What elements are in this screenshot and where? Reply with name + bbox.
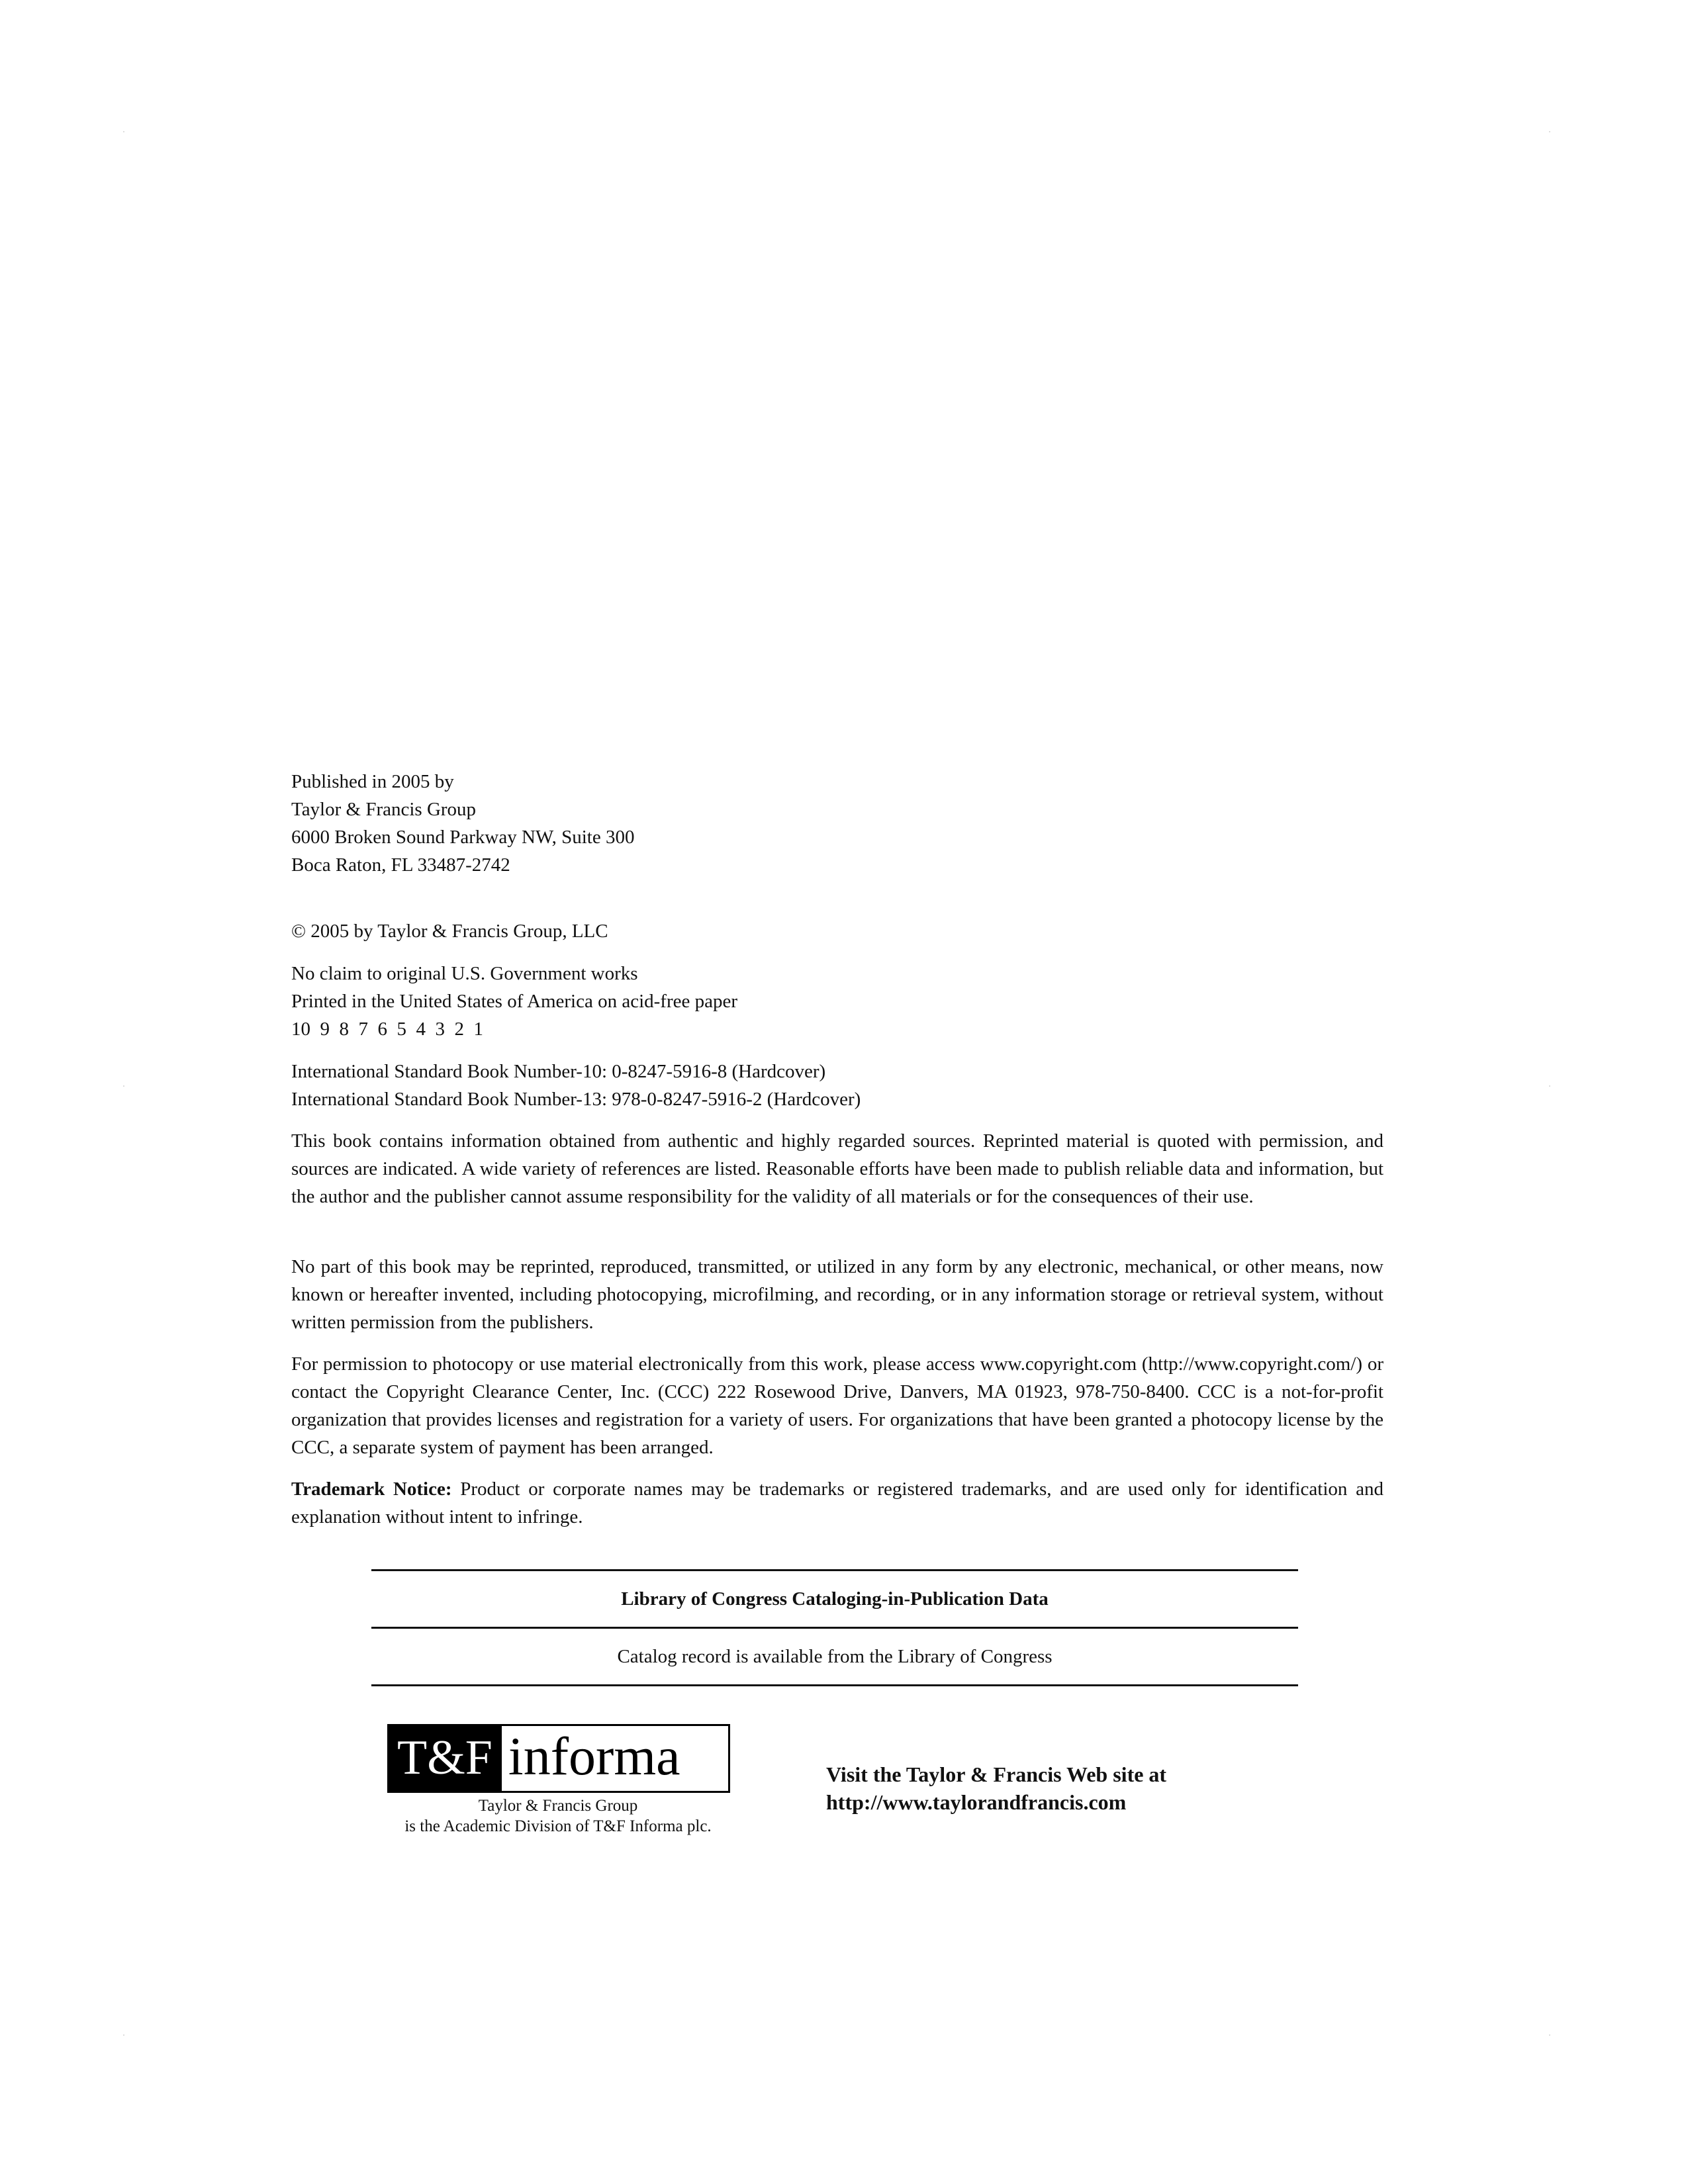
printing-number-line: 10 9 8 7 6 5 4 3 2 1 bbox=[291, 1019, 483, 1040]
publisher-line: Boca Raton, FL 33487-2742 bbox=[291, 854, 510, 876]
logo-mark: T&F bbox=[389, 1726, 502, 1791]
logo-caption-line: is the Academic Division of T&F Informa plc. bbox=[404, 1817, 712, 1835]
isbn-block bbox=[291, 1058, 1383, 1113]
tf-informa-logo bbox=[387, 1724, 730, 1793]
cip-record: Catalog record is available from the Library of Congress bbox=[617, 1646, 1053, 1667]
crop-mark bbox=[1549, 2034, 1550, 2036]
publisher-address bbox=[291, 768, 1383, 879]
claim-line: No claim to original U.S. Government works bbox=[291, 963, 638, 984]
isbn-10: International Standard Book Number-10: 0-8247-5916-8 (Hardcover) bbox=[291, 1061, 826, 1082]
crop-mark bbox=[1549, 131, 1550, 132]
crop-mark bbox=[123, 1085, 124, 1087]
publisher-line: 6000 Broken Sound Parkway NW, Suite 300 bbox=[291, 827, 635, 848]
logo-caption-line: Taylor & Francis Group bbox=[478, 1797, 638, 1815]
trademark-paragraph bbox=[291, 1475, 1383, 1531]
crop-mark bbox=[123, 131, 124, 132]
printed-line: Printed in the United States of America on acid-free paper bbox=[291, 991, 738, 1012]
website-line: Visit the Taylor & Francis Web site at bbox=[826, 1762, 1167, 1786]
copyright-line: © 2005 by Taylor & Francis Group, LLC bbox=[291, 921, 608, 942]
reproduction-paragraph: No part of this book may be reprinted, reproduced, transmitted, or utilized in any form by any electronic, mechanical, or other means, now known or hereafter invented, including photocopying, microfilming, and recording, or in any information storage or retrieval system, without written permission from the publishers. bbox=[291, 1256, 1383, 1333]
sources-paragraph: This book contains information obtained from authentic and highly regarded sources. Reprinted material is quoted with permission, and sources are indicated. A wide variety of references are listed. Reasonable efforts have been made to publish reliable data and information, but the author and the publisher cannot assume responsibility for the validity of all materials or for the consequences of their use. bbox=[291, 1130, 1383, 1207]
government-claim bbox=[291, 960, 1383, 1043]
cip-bottom-rule bbox=[371, 1684, 1298, 1686]
logo-caption bbox=[379, 1796, 737, 1837]
crop-mark bbox=[1549, 1085, 1550, 1087]
trademark-text: Product or corporate names may be trademarks or registered trademarks, and are used only for identification and explanation without intent to infringe. bbox=[291, 1479, 1383, 1527]
trademark-label: Trademark Notice: bbox=[291, 1479, 452, 1500]
permission-paragraph: For permission to photocopy or use material electronically from this work, please access www.copyright.com (http://www.copyright.com/) or contact the Copyright Clearance Center, Inc. (CCC) 222 Rosewood Drive, Danvers, MA 01923, 978-750-8400. CCC is a not-for-profit organization that provides licenses and registration for a variety of users. For organizations that have been granted a photocopy license by the CCC, a separate system of payment has been arranged. bbox=[291, 1353, 1383, 1458]
cip-box bbox=[371, 1569, 1298, 1686]
copyright-notice bbox=[291, 917, 1383, 945]
publisher-logo-block bbox=[379, 1724, 737, 1837]
crop-mark bbox=[123, 2034, 124, 2036]
logo-word: informa bbox=[508, 1726, 680, 1786]
website-url: http://www.taylorandfrancis.com bbox=[826, 1790, 1127, 1814]
publisher-line: Taylor & Francis Group bbox=[291, 799, 477, 820]
publisher-line: Published in 2005 by bbox=[291, 771, 454, 792]
isbn-13: International Standard Book Number-13: 978-0-8247-5916-2 (Hardcover) bbox=[291, 1089, 861, 1110]
website-notice bbox=[826, 1760, 1166, 1816]
cip-title: Library of Congress Cataloging-in-Publication Data bbox=[621, 1588, 1049, 1610]
